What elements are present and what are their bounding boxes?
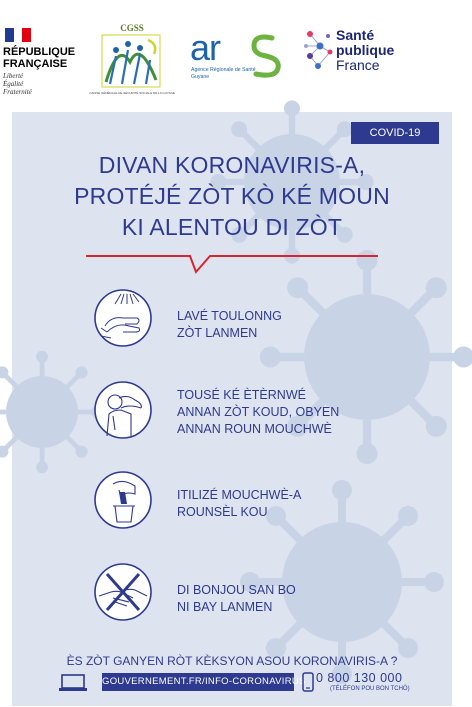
covid-badge: COVID-19: [351, 122, 439, 144]
contact-bar: [12, 670, 452, 696]
item-text-3: [177, 487, 301, 521]
hand-washing-icon: [93, 288, 153, 348]
item-text-1: [177, 308, 282, 342]
motto-liberte: Liberté: [3, 72, 24, 80]
phone-number: 0 800 130 000: [316, 671, 403, 685]
question-text: ÈS ZÒT GANYEN RÒT KÈKSYON ASOU KORONAVIRIS-A ?: [66, 654, 398, 668]
spf-line3: France: [336, 57, 380, 73]
speech-bubble-underline: [86, 252, 378, 276]
republique-name-line1: RÉPUBLIQUE: [3, 46, 76, 58]
item3-line2: ROUNSÈL KOU: [177, 505, 268, 519]
info-url-link[interactable]: GOUVERNEMENT.FR/INFO-CORONAVIRUS: [102, 673, 294, 691]
svg-text:CAISSE GÉNÉRALE DE SÉCURITÉ SO: CAISSE GÉNÉRALE DE SÉCURITÉ SOCIALE DE LA GUYANE: [89, 91, 175, 95]
item1-line1: LAVÉ TOULONNG: [177, 309, 282, 323]
cgss-logo: [89, 22, 175, 96]
title-line1: DIVAN KORONAVIRIS-A,: [98, 152, 366, 178]
republique-name-line2: FRANÇAISE: [3, 58, 68, 70]
motto-fraternite: Fraternité: [3, 88, 32, 96]
svg-text:ar: ar: [190, 27, 221, 68]
sante-publique-france-logo: [302, 26, 432, 86]
item4-line2: NI BAY LANMEN: [177, 600, 273, 614]
ars-region: Guyane: [191, 74, 210, 80]
title-line2: PROTÉJÉ ZÒT KÒ KÉ MOUN: [74, 183, 390, 209]
logo-header: [0, 0, 464, 108]
phone-icon: [302, 672, 314, 692]
motto-egalite: Égalité: [3, 80, 24, 88]
item2-line1: TOUSÉ KÉ ÈTÈRNWÉ: [177, 388, 306, 402]
poster-title: [12, 150, 452, 243]
spf-line1: Santé: [336, 27, 375, 43]
ars-subtitle: Agence Régionale de Santé: [191, 67, 256, 73]
republique-francaise-logo: [3, 28, 83, 96]
no-handshake-icon: [93, 562, 153, 622]
item2-line3: ANNAN ROUN MOUCHWÈ: [177, 422, 332, 436]
molecule-icon: [302, 26, 336, 84]
cough-in-elbow-icon: [93, 380, 153, 440]
title-line3: KI ALENTOU DI ZÒT: [121, 214, 343, 240]
item3-line1: ITILIZÉ MOUCHWÈ-A: [177, 488, 302, 502]
item-text-2: [177, 387, 339, 438]
spf-line2: publique: [336, 42, 395, 58]
item1-line2: ZÒT LANMEN: [177, 326, 258, 340]
french-flag-icon: [5, 28, 31, 42]
ars-logo: [188, 26, 288, 86]
item-text-4: [177, 582, 296, 616]
item2-line2: ANNAN ZÒT KOUD, OBYEN: [177, 405, 340, 419]
phone-note: (TÉLÉFON POU BON TCHÒ): [330, 686, 410, 692]
item4-line1: DI BONJOU SAN BO: [177, 583, 296, 597]
laptop-icon: [58, 674, 88, 692]
svg-text:CGSS: CGSS: [120, 23, 144, 33]
virus-decoration-icon: [0, 352, 102, 472]
tissue-bin-icon: [93, 470, 153, 530]
